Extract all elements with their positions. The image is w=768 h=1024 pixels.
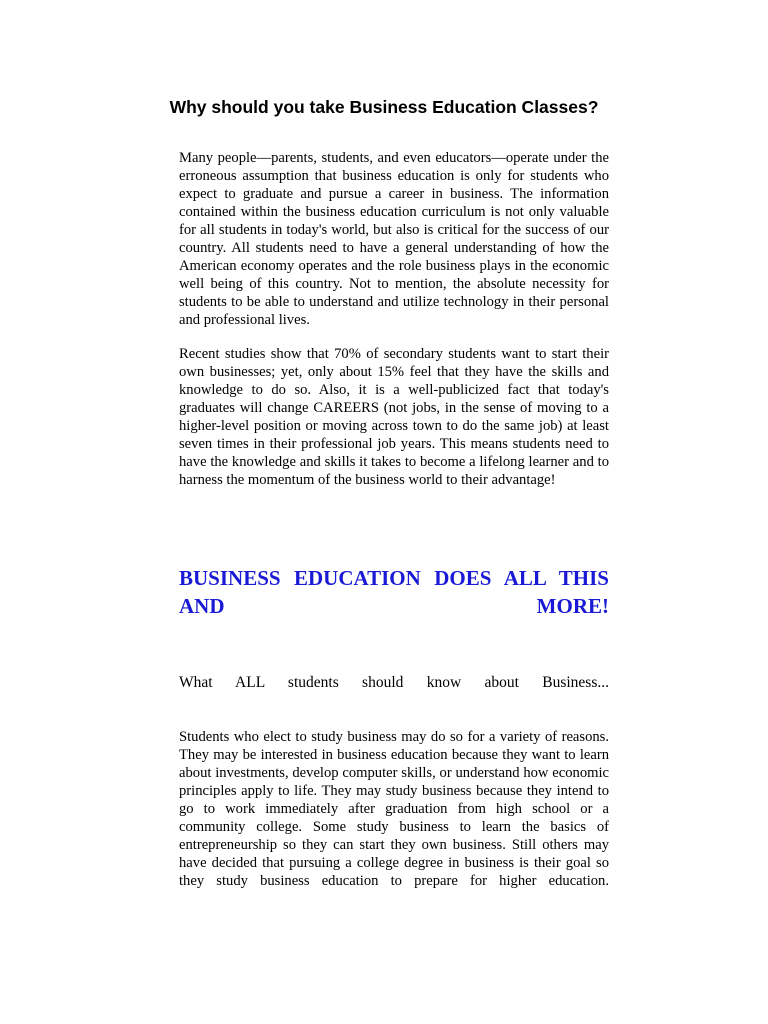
section-subheading: What ALL students should know about Business... bbox=[179, 674, 609, 691]
statistics-paragraph: Recent studies show that 70% of secondary students want to start their own businesses; yet, only about 15% feel that they have the skills and knowledge to do so. Also, it is a well-publicized fact that today's graduates will change CAREERS (not jobs, in the sense of moving to a higher-level position or moving across town to do the same job) at least seven times in their professional job years. This means students need to have the knowledge and skills it takes to become a lifelong learner and to harness the momentum of the business world to their advantage! bbox=[179, 346, 609, 488]
section-heading: BUSINESS EDUCATION DOES ALL THIS AND MORE! bbox=[179, 566, 609, 618]
reasons-paragraph: Students who elect to study business may do so for a variety of reasons. They may be interested in business education because they want to learn about investments, develop computer skills, or understand how economic principles apply to life. They may study business because they intend to go to work immediately after graduation from high school or a community college. Some study business to learn the basics of entrepreneurship so they can start they own business. Still others may have decided that pursuing a college degree in business is their goal so they study business education to prepare for higher education. bbox=[179, 729, 609, 889]
intro-paragraph: Many people—parents, students, and even educators—operate under the erroneous assumption that business education is only for students who expect to graduate and pursue a career in business. The information contained within the business education curriculum is not only valuable for all students in today's world, but also is critical for the success of our country. All students need to have a general understanding of how the American economy operates and the role business plays in the economic well being of this country. Not to mention, the absolute necessity for students to be able to understand and utilize technology in their personal and professional lives. bbox=[179, 150, 609, 328]
page-title: Why should you take Business Education Classes? bbox=[169, 97, 599, 117]
